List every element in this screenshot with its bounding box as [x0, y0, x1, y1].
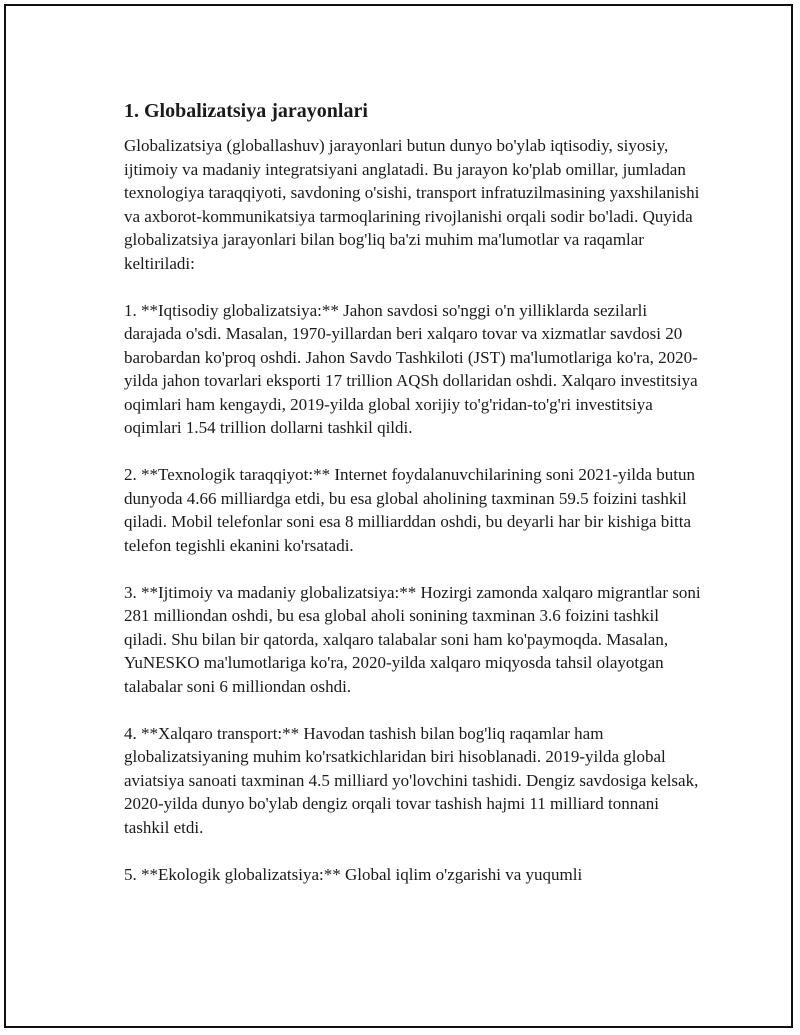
paragraph-ecological-globalization: 5. **Ekologik globalizatsiya:** Global iqlim o'zgarishi va yuqumli	[124, 864, 583, 884]
intro-paragraph: Globalizatsiya (globallashuv) jarayonlari butun dunyo bo'ylab iqtisodiy, siyosiy, ijtimoiy va madaniy integratsiyani anglatadi. Bu jarayon ko'plab omillar, jumladan texnologiya taraqqiyoti, savdoning o'sishi, transport infratuzilmasining yaxshilanishi va axborot-kommunikatsiya tarmoqlarining rivojlanishi orqali sodir bo'ladi. Quyida globalizatsiya jarayonlari bilan bog'liq ba'zi muhim ma'lumotlar va raqamlar keltiriladi:	[124, 136, 700, 273]
paragraph-international-transport: 4. **Xalqaro transport:** Havodan tashish bilan bog'liq raqamlar ham globalizatsiyaning muhim ko'rsatkichlaridan biri hisoblanadi. 2019-yilda global aviatsiya sanoati taxminan 4.5 milliard yo'lovchini tashidi. Dengiz savdosiga kelsak, 2020-yilda dunyo bo'ylab dengiz orqali tovar tashish hajmi 11 milliard tonnani tashkil etdi.	[124, 723, 699, 837]
document-body	[124, 98, 704, 910]
paragraph-technological-progress: 2. **Texnologik taraqqiyot:** Internet foydalanuvchilarining soni 2021-yilda butun dunyoda 4.66 milliardga etdi, bu esa global aholining taxminan 59.5 foizini tashkil qiladi. Mobil telefonlar soni esa 8 milliarddan oshdi, bu deyarli har bir kishiga bitta telefon tegishli ekanini ko'rsatadi.	[124, 465, 696, 555]
section-heading: 1. Globalizatsiya jarayonlari	[124, 100, 368, 122]
paragraph-economic-globalization: 1. **Iqtisodiy globalizatsiya:** Jahon savdosi so'nggi o'n yilliklarda sezilarli darajada o'sdi. Masalan, 1970-yillardan beri xalqaro tovar va xizmatlar savdosi 20 barobardan ko'proq oshdi. Jahon Savdo Tashkiloti (JST) ma'lumotlariga ko'ra, 2020-yilda jahon tovarlari eksporti 17 trillion AQSh dollaridan oshdi. Xalqaro investitsiya oqimlari ham kengaydi, 2019-yilda global xorijiy to'g'ridan-to'g'ri investitsiya oqimlari 1.54 trillion dollarni tashkil qildi.	[124, 300, 698, 437]
page-frame	[4, 4, 793, 1028]
paragraph-social-cultural-globalization: 3. **Ijtimoiy va madaniy globalizatsiya:** Hozirgi zamonda xalqaro migrantlar soni 281 milliondan oshdi, bu esa global aholi sonining taxminan 3.6 foizini tashkil qiladi. Shu bilan bir qatorda, xalqaro talabalar soni ham ko'paymoqda. Masalan, YuNESKO ma'lumotlariga ko'ra, 2020-yilda xalqaro miqyosda tahsil olayotgan talabalar soni 6 milliondan oshdi.	[124, 582, 701, 696]
